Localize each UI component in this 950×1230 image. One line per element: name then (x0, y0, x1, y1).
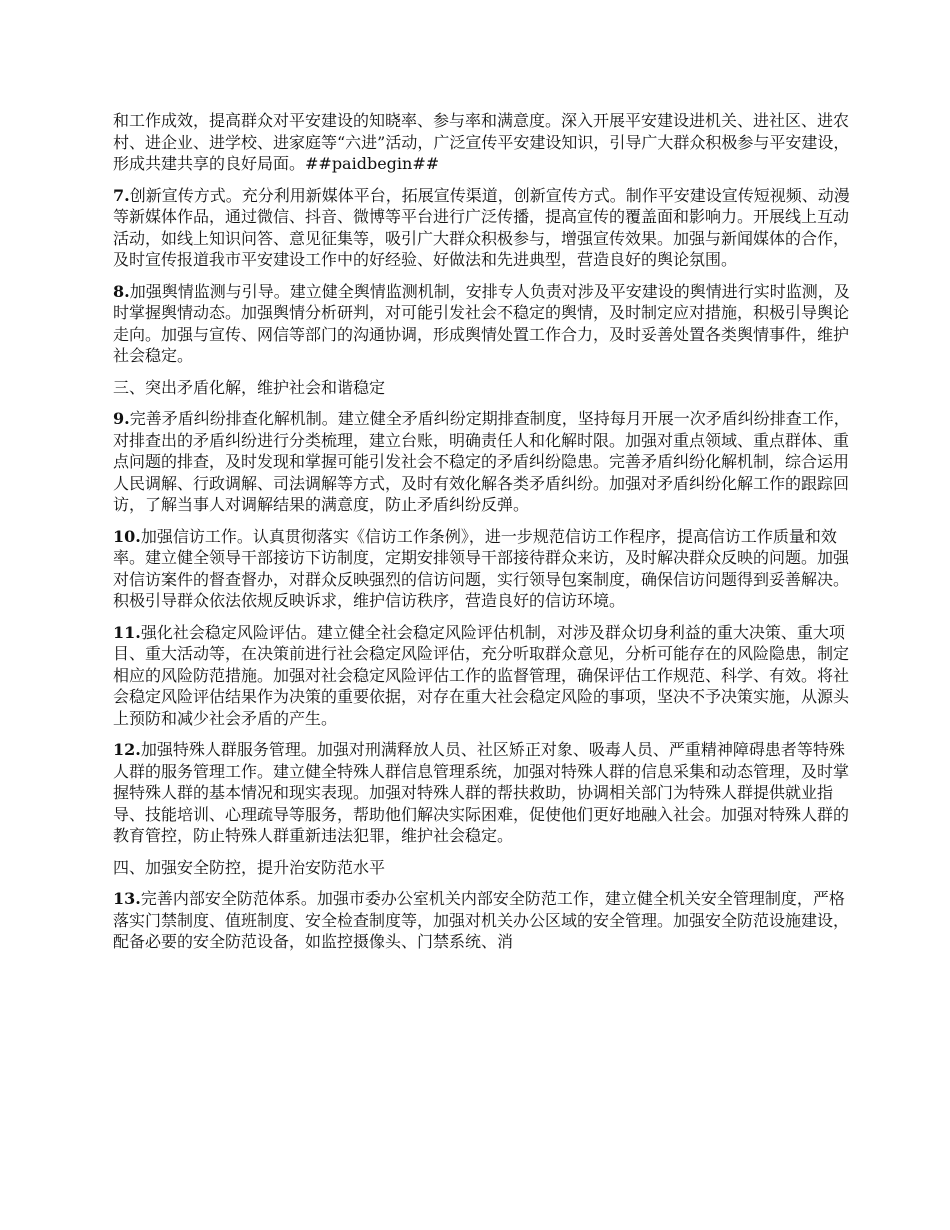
item-number: 13. (113, 889, 141, 908)
paragraph-item-12 (113, 739, 858, 847)
heading-text: 四、加强安全防控，提升治安防范水平 (113, 857, 386, 877)
item-number: 12. (113, 740, 141, 759)
paragraph-item-8 (113, 281, 858, 367)
paragraph-item-13 (113, 888, 858, 953)
paragraph-text: 完善内部安全防范体系。加强市委办公室机关内部安全防范工作，建立健全机关安全管理制度，严格落实门禁制度、值班制度、安全检查制度等，加强对机关办公区域的安全管理。加强安全防范设施建设，配备必要的安全防范设备，如监控摄像头、门禁系统、消 (113, 889, 850, 951)
section-heading-4 (113, 857, 858, 879)
paragraph-text: 强化社会稳定风险评估。建立健全社会稳定风险评估机制，对涉及群众切身利益的重大决策、重大项目、重大活动等，在决策前进行社会稳定风险评估，充分听取群众意见，分析可能存在的风险隐患，制定相应的风险防范措施。加强对社会稳定风险评估工作的监督管理，确保评估工作规范、科学、有效。将社会稳定风险评估结果作为决策的重要依据，对存在重大社会稳定风险的事项，坚决不予决策实施，从源头上预防和减少社会矛盾的产生。 (113, 622, 850, 728)
paragraph-item-7 (113, 185, 858, 271)
paragraph-item-11 (113, 622, 858, 730)
paragraph-item-10 (113, 526, 858, 612)
paragraph-text: 完善矛盾纠纷排查化解机制。建立健全矛盾纠纷定期排查制度，坚持每月开展一次矛盾纠纷排查工作，对排查出的矛盾纠纷进行分类梳理，建立台账，明确责任人和化解时限。加强对重点领域、重点群体、重点问题的排查，及时发现和掌握可能引发社会不稳定的矛盾纠纷隐患。完善矛盾纠纷化解机制，综合运用人民调解、行政调解、司法调解等方式，及时有效化解各类矛盾纠纷。加强对矛盾纠纷化解工作的跟踪回访，了解当事人对调解结果的满意度，防止矛盾纠纷反弹。 (113, 409, 850, 514)
paragraph-text: 加强舆情监测与引导。建立健全舆情监测机制，安排专人负责对涉及平安建设的舆情进行实时监测，及时掌握舆情动态。加强舆情分析研判，对可能引发社会不稳定的舆情，及时制定应对措施，积极引导舆论走向。加强与宣传、网信等部门的沟通协调，形成舆情处置工作合力，及时妥善处置各类舆情事件，维护社会稳定。 (113, 281, 850, 365)
item-number: 9. (113, 409, 130, 428)
paragraph-text: 和工作成效，提高群众对平安建设的知晓率、参与率和满意度。深入开展平安建设进机关、进社区、进农村、进企业、进学校、进家庭等“六进”活动，广泛宣传平安建设知识，引导广大群众积极参与平安建设，形成共建共享的良好局面。##paidbegin## (113, 111, 850, 173)
item-number: 8. (113, 281, 130, 301)
paragraph-text: 创新宣传方式。充分利用新媒体平台，拓展宣传渠道，创新宣传方式。制作平安建设宣传短视频、动漫等新媒体作品，通过微信、抖音、微博等平台进行广泛传播，提高宣传的覆盖面和影响力。开展线上互动活动，如线上知识问答、意见征集等，吸引广大群众积极参与，增强宣传效果。加强与新闻媒体的合作，及时宣传报道我市平安建设工作中的好经验、好做法和先进典型，营造良好的舆论氛围。 (113, 185, 850, 269)
paragraph-intro (113, 110, 858, 175)
paragraph-text: 加强特殊人群服务管理。加强对刑满释放人员、社区矫正对象、吸毒人员、严重精神障碍患者等特殊人群的服务管理工作。建立健全特殊人群信息管理系统，加强对特殊人群的信息采集和动态管理，及时掌握特殊人群的基本情况和现实表现。加强对特殊人群的帮扶救助，协调相关部门为特殊人群提供就业指导、技能培训、心理疏导等服务，帮助他们解决实际困难，促使他们更好地融入社会。加强对特殊人群的教育管控，防止特殊人群重新违法犯罪，维护社会稳定。 (113, 740, 850, 845)
item-number: 10. (113, 526, 141, 546)
item-number: 11. (113, 622, 141, 642)
paragraph-item-9 (113, 408, 858, 516)
paragraph-text: 加强信访工作。认真贯彻落实《信访工作条例》，进一步规范信访工作程序，提高信访工作质量和效率。建立健全领导干部接访下访制度，定期安排领导干部接待群众来访，及时解决群众反映的问题。加强对信访案件的督查督办，对群众反映强烈的信访问题，实行领导包案制度，确保信访问题得到妥善解决。积极引导群众依法依规反映诉求，维护信访秩序，营造良好的信访环境。 (113, 526, 850, 610)
section-heading-3 (113, 377, 858, 399)
heading-text: 三、突出矛盾化解，维护社会和谐稳定 (113, 377, 386, 397)
item-number: 7. (113, 185, 130, 205)
document-page (113, 110, 858, 963)
